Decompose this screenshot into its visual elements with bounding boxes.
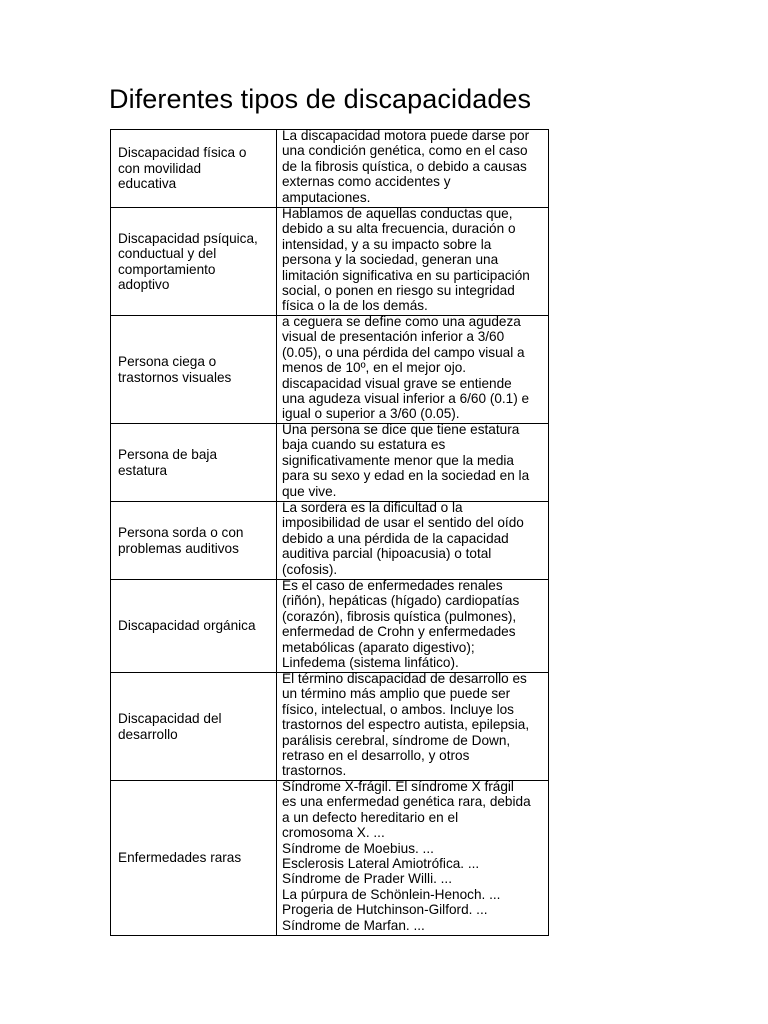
disability-type-cell (111, 130, 277, 208)
description-cell (277, 502, 549, 580)
description-text: a ceguera se define como una agudeza visual de presentación inferior a 3/60 (0.05), o una pérdida del campo visual a menos de 10º, en el mejor ojo. discapacidad visual grave se entiende una agudeza visual inferior a 6/60 (0.1) e igual o superior a 3/60 (0.05). (282, 314, 530, 422)
document-title: Diferentes tipos de discapacidades (109, 84, 532, 114)
disability-type-cell (111, 208, 277, 316)
description-text: Síndrome X-frágil. El síndrome X frágil es una enfermedad genética rara, debida a un defecto hereditario en el cromosoma X. ... Síndrome de Moebius. ... Esclerosis Lateral Amiotrófica. ... Síndrome de Prader Willi. ... La púrpura de Schönlein-Henoch. ... Progeria de Hutchinson-Gilford. ... Síndrome de Marfan. ... (282, 779, 531, 933)
disability-type-cell (111, 673, 277, 781)
description-text: Hablamos de aquellas conductas que, debido a su alta frecuencia, duración o intensidad, y a su impacto sobre la persona y la sociedad, generan una limitación significativa en su participación social, o ponen en riesgo su integridad física o la de los demás. (282, 206, 530, 314)
description-text: La sordera es la dificultad o la imposibilidad de usar el sentido del oído debido a una pérdida de la capacidad auditiva parcial (hipoacusia) o total (cofosis). (282, 500, 524, 577)
disability-type-text: Discapacidad física o con movilidad educativa (118, 145, 247, 192)
description-text: La discapacidad motora puede darse por una condición genética, como en el caso de la fibrosis quística, o debido a causas externas como accidentes y amputaciones. (282, 128, 530, 205)
table-row (111, 781, 549, 936)
disability-type-text: Discapacidad orgánica (118, 618, 256, 634)
disability-type-cell (111, 580, 277, 673)
description-cell (277, 316, 549, 424)
table-row (111, 580, 549, 673)
disability-type-cell (111, 424, 277, 502)
disability-type-cell (111, 316, 277, 424)
table-row (111, 316, 549, 424)
disability-type-text: Persona sorda o con problemas auditivos (118, 525, 244, 556)
description-text: Una persona se dice que tiene estatura baja cuando su estatura es significativamente menor que la media para su sexo y edad en la sociedad en la que vive. (282, 422, 530, 499)
description-cell (277, 424, 549, 502)
disability-type-text: Enfermedades raras (118, 850, 242, 866)
description-cell (277, 130, 549, 208)
description-text: Es el caso de enfermedades renales (riñón), hepáticas (hígado) cardiopatías (corazón), fibrosis quística (pulmones), enfermedad de Crohn y enfermedades metabólicas (aparato digestivo); Linfedema (sistema linfático). (282, 578, 520, 671)
table-row (111, 130, 549, 208)
description-cell (277, 781, 549, 936)
table-row (111, 673, 549, 781)
disability-type-text: Persona ciega o trastornos visuales (118, 354, 232, 385)
description-text: El término discapacidad de desarrollo es un término más amplio que puede ser físico, intelectual, o ambos. Incluye los trastornos del espectro autista, epilepsia, parálisis cerebral, síndrome de Down, retraso en el desarrollo, y otros trastornos. (282, 671, 530, 779)
table-row (111, 424, 549, 502)
disability-type-cell (111, 502, 277, 580)
disability-type-cell (111, 781, 277, 936)
disability-type-text: Discapacidad psíquica, conductual y del comportamiento adoptivo (118, 230, 258, 292)
description-cell (277, 673, 549, 781)
table-row (111, 502, 549, 580)
table-row (111, 208, 549, 316)
disability-type-text: Discapacidad del desarrollo (118, 711, 222, 742)
description-cell (277, 208, 549, 316)
disabilities-table (110, 129, 549, 936)
disability-type-text: Persona de baja estatura (118, 447, 218, 478)
description-cell (277, 580, 549, 673)
